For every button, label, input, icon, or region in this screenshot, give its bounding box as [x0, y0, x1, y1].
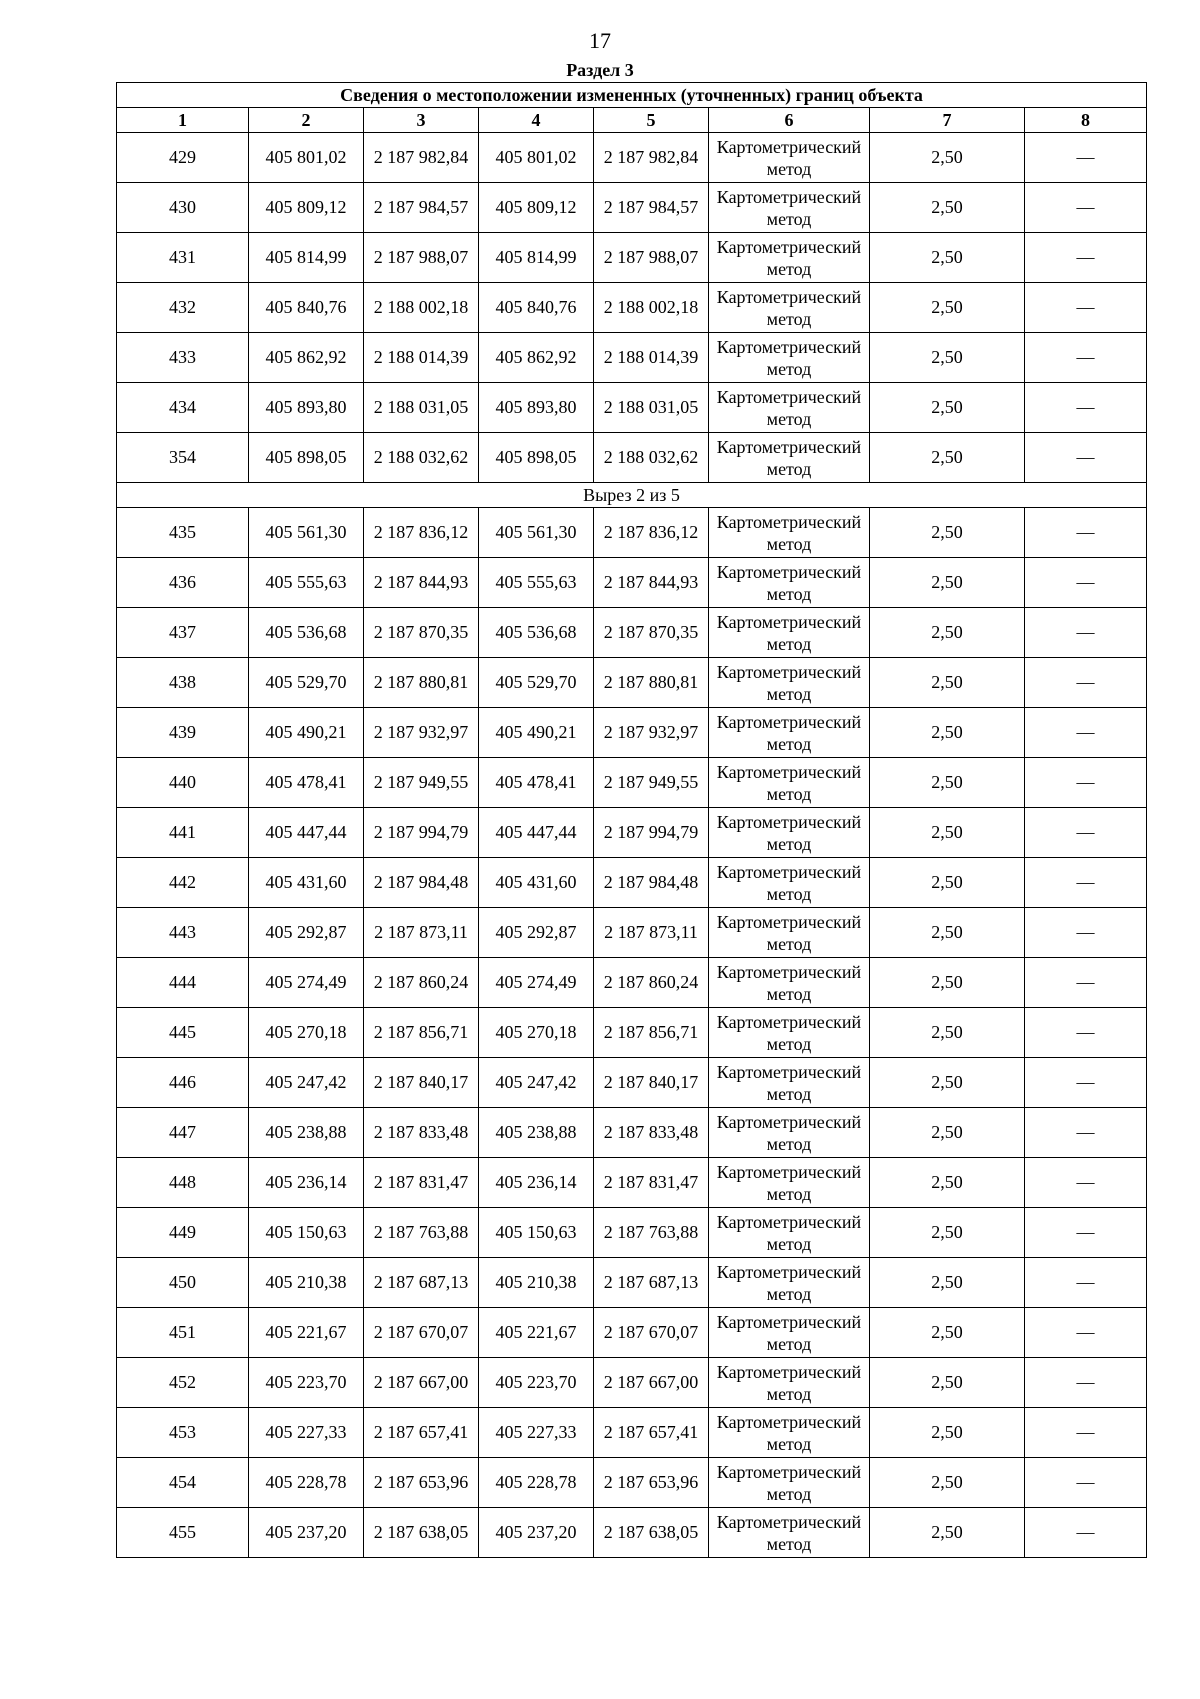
x-new-cell: 405 529,70: [479, 658, 594, 708]
x-old-cell: 405 274,49: [249, 958, 364, 1008]
point-number-cell: 441: [117, 808, 249, 858]
x-old-cell: 405 227,33: [249, 1408, 364, 1458]
table-row: [117, 1108, 1147, 1158]
accuracy-cell: 2,50: [870, 508, 1025, 558]
y-new-cell: 2 187 687,13: [594, 1258, 709, 1308]
y-old-cell: 2 188 002,18: [364, 283, 479, 333]
y-new-cell: 2 187 873,11: [594, 908, 709, 958]
point-number-cell: 451: [117, 1308, 249, 1358]
table-row: [117, 1508, 1147, 1558]
column-number-header: 8: [1025, 108, 1147, 133]
description-cell: —: [1025, 183, 1147, 233]
point-number-cell: 431: [117, 233, 249, 283]
y-new-cell: 2 187 763,88: [594, 1208, 709, 1258]
method-cell: Картометрический метод: [709, 558, 870, 608]
table-row: [117, 433, 1147, 483]
x-new-cell: 405 236,14: [479, 1158, 594, 1208]
column-number-header: 2: [249, 108, 364, 133]
method-cell: Картометрический метод: [709, 1308, 870, 1358]
description-cell: —: [1025, 1208, 1147, 1258]
description-cell: —: [1025, 1058, 1147, 1108]
x-old-cell: 405 223,70: [249, 1358, 364, 1408]
method-cell: Картометрический метод: [709, 1158, 870, 1208]
column-number-row: [117, 108, 1147, 133]
accuracy-cell: 2,50: [870, 283, 1025, 333]
x-old-cell: 405 862,92: [249, 333, 364, 383]
point-number-cell: 445: [117, 1008, 249, 1058]
point-number-cell: 434: [117, 383, 249, 433]
accuracy-cell: 2,50: [870, 1108, 1025, 1158]
point-number-cell: 429: [117, 133, 249, 183]
description-cell: —: [1025, 708, 1147, 758]
column-number-header: 1: [117, 108, 249, 133]
accuracy-cell: 2,50: [870, 1008, 1025, 1058]
accuracy-cell: 2,50: [870, 183, 1025, 233]
x-old-cell: 405 247,42: [249, 1058, 364, 1108]
method-cell: Картометрический метод: [709, 333, 870, 383]
accuracy-cell: 2,50: [870, 958, 1025, 1008]
point-number-cell: 452: [117, 1358, 249, 1408]
method-cell: Картометрический метод: [709, 1058, 870, 1108]
accuracy-cell: 2,50: [870, 658, 1025, 708]
description-cell: —: [1025, 808, 1147, 858]
accuracy-cell: 2,50: [870, 1158, 1025, 1208]
point-number-cell: 450: [117, 1258, 249, 1308]
x-old-cell: 405 840,76: [249, 283, 364, 333]
table-row: [117, 333, 1147, 383]
description-cell: —: [1025, 283, 1147, 333]
table-row: [117, 1358, 1147, 1408]
point-number-cell: 433: [117, 333, 249, 383]
x-old-cell: 405 150,63: [249, 1208, 364, 1258]
y-old-cell: 2 187 932,97: [364, 708, 479, 758]
x-new-cell: 405 221,67: [479, 1308, 594, 1358]
method-cell: Картометрический метод: [709, 708, 870, 758]
x-old-cell: 405 898,05: [249, 433, 364, 483]
x-new-cell: 405 898,05: [479, 433, 594, 483]
y-old-cell: 2 187 982,84: [364, 133, 479, 183]
y-old-cell: 2 187 984,57: [364, 183, 479, 233]
point-number-cell: 432: [117, 283, 249, 333]
accuracy-cell: 2,50: [870, 1058, 1025, 1108]
method-cell: Картометрический метод: [709, 858, 870, 908]
x-new-cell: 405 447,44: [479, 808, 594, 858]
table-row: [117, 708, 1147, 758]
x-new-cell: 405 809,12: [479, 183, 594, 233]
x-new-cell: 405 150,63: [479, 1208, 594, 1258]
table-row: [117, 958, 1147, 1008]
x-old-cell: 405 814,99: [249, 233, 364, 283]
point-number-cell: 436: [117, 558, 249, 608]
x-new-cell: 405 814,99: [479, 233, 594, 283]
method-cell: Картометрический метод: [709, 1258, 870, 1308]
y-new-cell: 2 188 032,62: [594, 433, 709, 483]
description-cell: —: [1025, 383, 1147, 433]
x-old-cell: 405 809,12: [249, 183, 364, 233]
method-cell: Картометрический метод: [709, 133, 870, 183]
x-old-cell: 405 237,20: [249, 1508, 364, 1558]
accuracy-cell: 2,50: [870, 1408, 1025, 1458]
x-old-cell: 405 210,38: [249, 1258, 364, 1308]
y-new-cell: 2 187 638,05: [594, 1508, 709, 1558]
accuracy-cell: 2,50: [870, 333, 1025, 383]
point-number-cell: 440: [117, 758, 249, 808]
method-cell: Картометрический метод: [709, 658, 870, 708]
x-new-cell: 405 270,18: [479, 1008, 594, 1058]
y-new-cell: 2 188 014,39: [594, 333, 709, 383]
column-number-header: 6: [709, 108, 870, 133]
method-cell: Картометрический метод: [709, 1458, 870, 1508]
y-new-cell: 2 187 860,24: [594, 958, 709, 1008]
x-new-cell: 405 862,92: [479, 333, 594, 383]
point-number-cell: 455: [117, 1508, 249, 1558]
boundary-coordinates-table: [116, 82, 1147, 1558]
section-title: Раздел 3: [566, 60, 634, 80]
method-cell: Картометрический метод: [709, 908, 870, 958]
table-row: [117, 1408, 1147, 1458]
description-cell: —: [1025, 1408, 1147, 1458]
y-old-cell: 2 187 844,93: [364, 558, 479, 608]
x-new-cell: 405 478,41: [479, 758, 594, 808]
y-old-cell: 2 187 870,35: [364, 608, 479, 658]
x-new-cell: 405 536,68: [479, 608, 594, 658]
description-cell: —: [1025, 558, 1147, 608]
table-row: [117, 1158, 1147, 1208]
x-old-cell: 405 236,14: [249, 1158, 364, 1208]
y-old-cell: 2 187 949,55: [364, 758, 479, 808]
x-old-cell: 405 490,21: [249, 708, 364, 758]
description-cell: —: [1025, 858, 1147, 908]
y-old-cell: 2 187 653,96: [364, 1458, 479, 1508]
method-cell: Картометрический метод: [709, 383, 870, 433]
y-old-cell: 2 187 638,05: [364, 1508, 479, 1558]
description-cell: —: [1025, 1258, 1147, 1308]
y-old-cell: 2 187 687,13: [364, 1258, 479, 1308]
x-old-cell: 405 238,88: [249, 1108, 364, 1158]
method-cell: Картометрический метод: [709, 433, 870, 483]
table-row: [117, 183, 1147, 233]
y-new-cell: 2 187 984,48: [594, 858, 709, 908]
method-cell: Картометрический метод: [709, 808, 870, 858]
x-new-cell: 405 227,33: [479, 1408, 594, 1458]
description-cell: —: [1025, 658, 1147, 708]
description-cell: —: [1025, 608, 1147, 658]
y-new-cell: 2 187 667,00: [594, 1358, 709, 1408]
y-new-cell: 2 187 670,07: [594, 1308, 709, 1358]
description-cell: —: [1025, 508, 1147, 558]
x-old-cell: 405 221,67: [249, 1308, 364, 1358]
table-row: [117, 1208, 1147, 1258]
method-cell: Картометрический метод: [709, 233, 870, 283]
x-old-cell: 405 431,60: [249, 858, 364, 908]
accuracy-cell: 2,50: [870, 1508, 1025, 1558]
y-old-cell: 2 188 032,62: [364, 433, 479, 483]
point-number-cell: 442: [117, 858, 249, 908]
accuracy-cell: 2,50: [870, 1308, 1025, 1358]
table-row: [117, 283, 1147, 333]
x-old-cell: 405 555,63: [249, 558, 364, 608]
y-new-cell: 2 187 831,47: [594, 1158, 709, 1208]
method-cell: Картометрический метод: [709, 508, 870, 558]
cutout-section-row: [117, 483, 1147, 508]
x-old-cell: 405 270,18: [249, 1008, 364, 1058]
method-cell: Картометрический метод: [709, 183, 870, 233]
y-new-cell: 2 187 994,79: [594, 808, 709, 858]
y-old-cell: 2 187 994,79: [364, 808, 479, 858]
y-old-cell: 2 187 657,41: [364, 1408, 479, 1458]
y-old-cell: 2 187 880,81: [364, 658, 479, 708]
y-new-cell: 2 187 856,71: [594, 1008, 709, 1058]
accuracy-cell: 2,50: [870, 1358, 1025, 1408]
x-new-cell: 405 228,78: [479, 1458, 594, 1508]
description-cell: —: [1025, 958, 1147, 1008]
y-old-cell: 2 187 763,88: [364, 1208, 479, 1258]
accuracy-cell: 2,50: [870, 908, 1025, 958]
table-row: [117, 808, 1147, 858]
y-old-cell: 2 187 988,07: [364, 233, 479, 283]
description-cell: —: [1025, 908, 1147, 958]
x-old-cell: 405 478,41: [249, 758, 364, 808]
accuracy-cell: 2,50: [870, 233, 1025, 283]
y-new-cell: 2 187 657,41: [594, 1408, 709, 1458]
y-new-cell: 2 187 840,17: [594, 1058, 709, 1108]
table-row: [117, 1458, 1147, 1508]
y-new-cell: 2 187 880,81: [594, 658, 709, 708]
x-old-cell: 405 536,68: [249, 608, 364, 658]
x-new-cell: 405 555,63: [479, 558, 594, 608]
y-new-cell: 2 187 836,12: [594, 508, 709, 558]
y-old-cell: 2 187 840,17: [364, 1058, 479, 1108]
method-cell: Картометрический метод: [709, 608, 870, 658]
y-new-cell: 2 188 002,18: [594, 283, 709, 333]
x-new-cell: 405 223,70: [479, 1358, 594, 1408]
description-cell: —: [1025, 758, 1147, 808]
y-old-cell: 2 187 856,71: [364, 1008, 479, 1058]
method-cell: Картометрический метод: [709, 1208, 870, 1258]
point-number-cell: 439: [117, 708, 249, 758]
x-old-cell: 405 292,87: [249, 908, 364, 958]
cutout-section-title: Вырез 2 из 5: [117, 483, 1147, 508]
point-number-cell: 453: [117, 1408, 249, 1458]
x-new-cell: 405 490,21: [479, 708, 594, 758]
accuracy-cell: 2,50: [870, 858, 1025, 908]
description-cell: —: [1025, 1158, 1147, 1208]
y-old-cell: 2 187 670,07: [364, 1308, 479, 1358]
point-number-cell: 444: [117, 958, 249, 1008]
y-old-cell: 2 187 831,47: [364, 1158, 479, 1208]
x-new-cell: 405 247,42: [479, 1058, 594, 1108]
accuracy-cell: 2,50: [870, 1258, 1025, 1308]
table-body: [117, 133, 1147, 1558]
column-number-header: 3: [364, 108, 479, 133]
x-new-cell: 405 561,30: [479, 508, 594, 558]
description-cell: —: [1025, 1358, 1147, 1408]
table-row: [117, 233, 1147, 283]
table-row: [117, 658, 1147, 708]
x-new-cell: 405 237,20: [479, 1508, 594, 1558]
x-new-cell: 405 238,88: [479, 1108, 594, 1158]
method-cell: Картометрический метод: [709, 283, 870, 333]
x-old-cell: 405 447,44: [249, 808, 364, 858]
point-number-cell: 449: [117, 1208, 249, 1258]
accuracy-cell: 2,50: [870, 383, 1025, 433]
y-new-cell: 2 187 984,57: [594, 183, 709, 233]
table-row: [117, 1308, 1147, 1358]
table-row: [117, 1258, 1147, 1308]
x-old-cell: 405 801,02: [249, 133, 364, 183]
description-cell: —: [1025, 233, 1147, 283]
table-row: [117, 1008, 1147, 1058]
accuracy-cell: 2,50: [870, 433, 1025, 483]
description-cell: —: [1025, 1508, 1147, 1558]
table-row: [117, 508, 1147, 558]
y-new-cell: 2 187 982,84: [594, 133, 709, 183]
accuracy-cell: 2,50: [870, 708, 1025, 758]
description-cell: —: [1025, 1308, 1147, 1358]
point-number-cell: 446: [117, 1058, 249, 1108]
method-cell: Картометрический метод: [709, 1358, 870, 1408]
description-cell: —: [1025, 1458, 1147, 1508]
x-old-cell: 405 228,78: [249, 1458, 364, 1508]
accuracy-cell: 2,50: [870, 558, 1025, 608]
point-number-cell: 437: [117, 608, 249, 658]
method-cell: Картометрический метод: [709, 958, 870, 1008]
point-number-cell: 354: [117, 433, 249, 483]
y-new-cell: 2 187 653,96: [594, 1458, 709, 1508]
x-old-cell: 405 893,80: [249, 383, 364, 433]
method-cell: Картометрический метод: [709, 758, 870, 808]
accuracy-cell: 2,50: [870, 1458, 1025, 1508]
description-cell: —: [1025, 433, 1147, 483]
y-new-cell: 2 187 949,55: [594, 758, 709, 808]
accuracy-cell: 2,50: [870, 133, 1025, 183]
table-row: [117, 1058, 1147, 1108]
y-old-cell: 2 187 984,48: [364, 858, 479, 908]
point-number-cell: 443: [117, 908, 249, 958]
table-row: [117, 758, 1147, 808]
y-old-cell: 2 187 873,11: [364, 908, 479, 958]
point-number-cell: 454: [117, 1458, 249, 1508]
x-old-cell: 405 529,70: [249, 658, 364, 708]
point-number-cell: 448: [117, 1158, 249, 1208]
description-cell: —: [1025, 333, 1147, 383]
column-number-header: 5: [594, 108, 709, 133]
method-cell: Картометрический метод: [709, 1408, 870, 1458]
x-old-cell: 405 561,30: [249, 508, 364, 558]
point-number-cell: 430: [117, 183, 249, 233]
point-number-cell: 447: [117, 1108, 249, 1158]
y-old-cell: 2 188 014,39: [364, 333, 479, 383]
x-new-cell: 405 292,87: [479, 908, 594, 958]
x-new-cell: 405 210,38: [479, 1258, 594, 1308]
page-number: 17: [589, 28, 611, 53]
column-number-header: 4: [479, 108, 594, 133]
table-row: [117, 608, 1147, 658]
accuracy-cell: 2,50: [870, 808, 1025, 858]
accuracy-cell: 2,50: [870, 758, 1025, 808]
accuracy-cell: 2,50: [870, 1208, 1025, 1258]
method-cell: Картометрический метод: [709, 1008, 870, 1058]
description-cell: —: [1025, 1008, 1147, 1058]
y-new-cell: 2 187 932,97: [594, 708, 709, 758]
x-new-cell: 405 801,02: [479, 133, 594, 183]
y-old-cell: 2 187 667,00: [364, 1358, 479, 1408]
table-row: [117, 558, 1147, 608]
table-row: [117, 133, 1147, 183]
y-new-cell: 2 187 988,07: [594, 233, 709, 283]
x-new-cell: 405 840,76: [479, 283, 594, 333]
table-row: [117, 383, 1147, 433]
y-old-cell: 2 188 031,05: [364, 383, 479, 433]
x-new-cell: 405 431,60: [479, 858, 594, 908]
table-caption: Сведения о местоположении измененных (уточненных) границ объекта: [117, 83, 1147, 108]
table-row: [117, 858, 1147, 908]
description-cell: —: [1025, 1108, 1147, 1158]
y-old-cell: 2 187 833,48: [364, 1108, 479, 1158]
point-number-cell: 438: [117, 658, 249, 708]
accuracy-cell: 2,50: [870, 608, 1025, 658]
y-new-cell: 2 188 031,05: [594, 383, 709, 433]
point-number-cell: 435: [117, 508, 249, 558]
x-new-cell: 405 274,49: [479, 958, 594, 1008]
method-cell: Картометрический метод: [709, 1108, 870, 1158]
y-new-cell: 2 187 870,35: [594, 608, 709, 658]
y-old-cell: 2 187 836,12: [364, 508, 479, 558]
method-cell: Картометрический метод: [709, 1508, 870, 1558]
x-new-cell: 405 893,80: [479, 383, 594, 433]
y-old-cell: 2 187 860,24: [364, 958, 479, 1008]
column-number-header: 7: [870, 108, 1025, 133]
y-new-cell: 2 187 833,48: [594, 1108, 709, 1158]
y-new-cell: 2 187 844,93: [594, 558, 709, 608]
table-row: [117, 908, 1147, 958]
description-cell: —: [1025, 133, 1147, 183]
